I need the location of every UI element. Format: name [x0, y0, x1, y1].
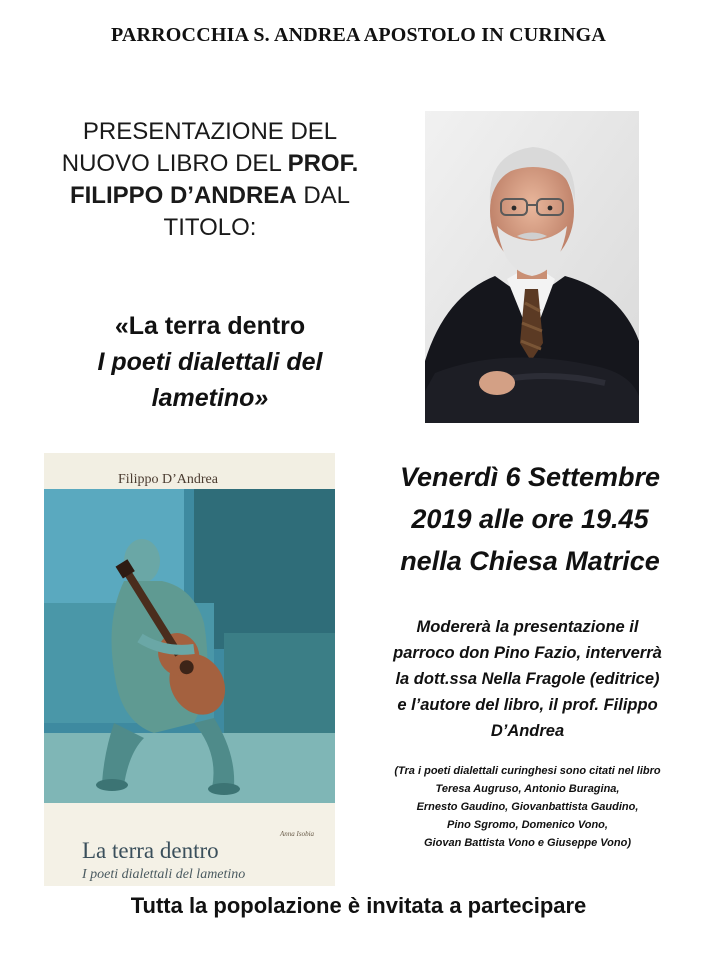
book-title-line-1: «La terra dentro [114, 312, 306, 340]
moderator-line-3: la dott.ssa Nella Fragole (editrice) [395, 670, 660, 688]
moderator-line-2: parroco don Pino Fazio, interverrà [393, 644, 662, 662]
poets-list [355, 762, 700, 852]
intro-line-4: TITOLO: [163, 214, 257, 241]
event-line-3: nella Chiesa Matrice [400, 546, 660, 576]
intro-line-1: PRESENTAZIONE DEL [82, 118, 338, 145]
moderator-line-4: e l’autore del libro, il prof. Filippo [397, 696, 658, 714]
poets-line-3: Ernesto Gaudino, Giovanbattista Gaudino, [416, 801, 639, 813]
event-datetime-place [360, 456, 700, 582]
intro-author-name: FILIPPO D’ANDREA [69, 182, 297, 209]
intro-line-2-plain: NUOVO LIBRO DEL [61, 150, 288, 177]
intro-line-3-plain: DAL [296, 182, 351, 209]
poets-line-4: Pino Sgromo, Domenico Vono, [447, 819, 608, 831]
event-line-2: 2019 alle ore 19.45 [411, 504, 649, 534]
presentation-intro [30, 116, 390, 244]
cover-subtitle: I poeti dialettali del lametino [82, 867, 246, 882]
parish-header: PARROCCHIA S. ANDREA APOSTOLO IN CURINGA [110, 24, 607, 46]
event-line-1: Venerdì 6 Settembre [399, 462, 661, 492]
book-cover-image [44, 453, 335, 886]
invitation-footer: Tutta la popolazione è invitata a partecipare [130, 893, 587, 918]
book-title-line-2: I poeti dialettali del [97, 348, 323, 376]
cover-author: Filippo D’Andrea [118, 472, 218, 487]
author-portrait-image [425, 111, 639, 423]
intro-line-2 [30, 148, 390, 180]
moderator-line-5: D’Andrea [490, 722, 565, 740]
intro-title-prof: PROF. [287, 150, 359, 177]
book-title-block [30, 308, 390, 416]
book-title-line-3: lametino» [151, 384, 269, 412]
poets-line-2: Teresa Augruso, Antonio Buragina, [435, 783, 620, 795]
moderator-line-1: Modererà la presentazione il [416, 618, 639, 636]
poets-line-1: (Tra i poeti dialettali curinghesi sono citati nel libro [394, 765, 661, 777]
cover-painting-signature: Anna Isobia [280, 830, 315, 838]
cover-title: La terra dentro [82, 838, 219, 863]
poets-line-5: Giovan Battista Vono e Giuseppe Vono) [424, 837, 631, 849]
moderator-info [355, 614, 700, 744]
author-photo [425, 111, 639, 423]
book-cover [44, 453, 335, 886]
intro-line-3 [30, 180, 390, 212]
